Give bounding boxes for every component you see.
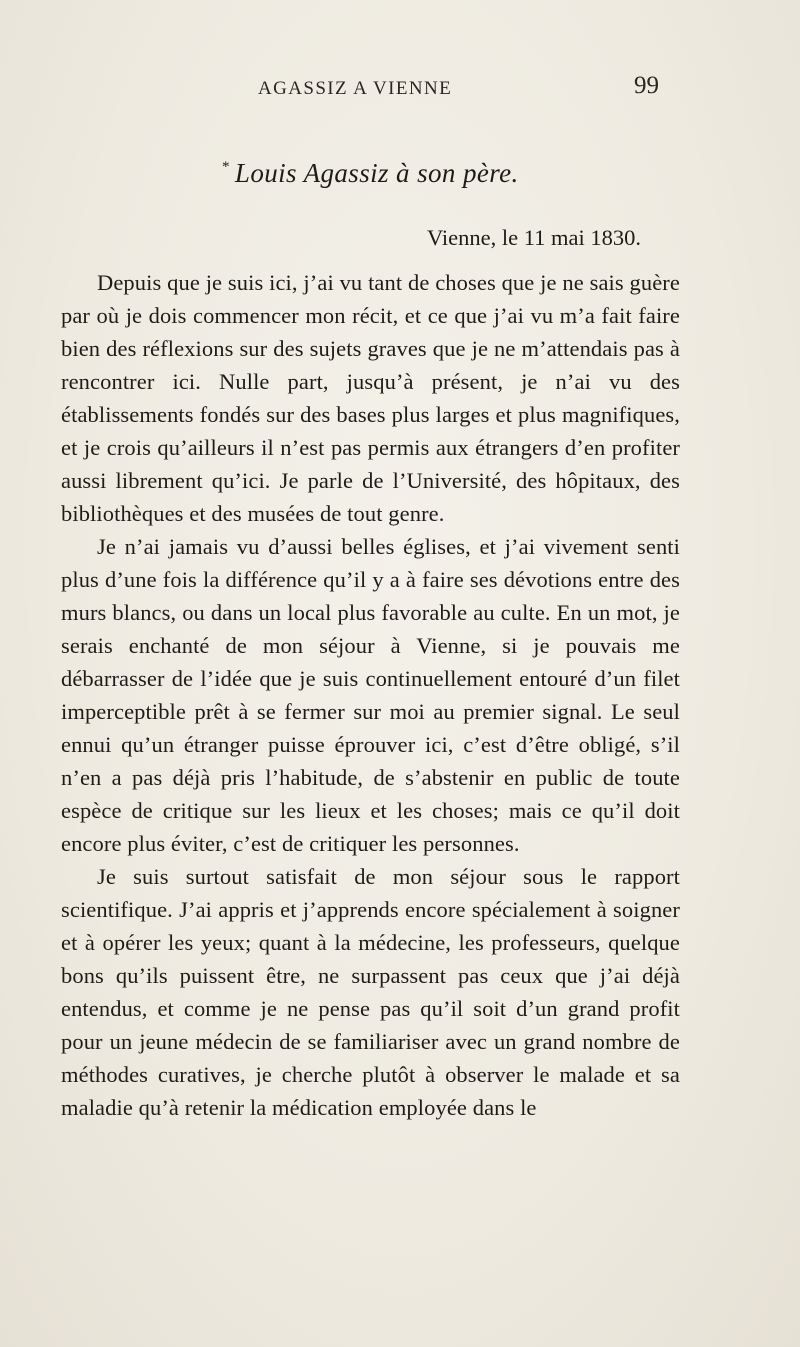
paragraph: Je suis surtout satisfait de mon séjour sous le rapport scientifique. J’ai appris et j’apprends encore spécialement à soigner et à opérer les yeux; quant à la médecine, les professeurs, quelque bons qu’ils puissent être, ne surpassent pas ceux que j’ai déjà entendus, et comme je ne pense pas qu’il soit d’un grand profit pour un jeune médecin de se familiariser avec un grand nombre de méthodes curatives, je cherche plutôt à observer le malade et sa maladie qu’à retenir la médication employée dans le [61, 864, 680, 1120]
letter-body [61, 266, 680, 1124]
running-title: AGASSIZ A VIENNE [258, 78, 453, 99]
dateline: Vienne, le 11 mai 1830. [427, 225, 642, 250]
letter-title-text: Louis Agassiz à son père. [234, 158, 519, 188]
paragraph: Je n’ai jamais vu d’aussi belles églises, et j’ai vivement senti plus d’une fois la différence qu’il y a à faire ses dévotions entre des murs blancs, ou dans un local plus favorable au culte. En un mot, je serais enchanté de mon séjour à Vienne, si je pouvais me débarrasser de l’idée que je suis continuellement entouré d’un filet imperceptible prêt à se fermer sur moi au premier signal. Le seul ennui qu’un étranger puisse éprouver ici, c’est d’être obligé, s’il n’en a pas déjà pris l’habitude, de s’abstenir en public de toute espèce de critique sur les lieux et les choses; mais ce qu’il doit encore plus éviter, c’est de critiquer les personnes. [61, 534, 680, 856]
page-number: 99 [634, 72, 659, 99]
footnote-marker: * [222, 159, 230, 175]
letter-title [222, 158, 519, 189]
paragraph: Depuis que je suis ici, j’ai vu tant de choses que je ne sais guère par où je dois commencer mon récit, et ce que j’ai vu m’a fait faire bien des réflexions sur des sujets graves que je ne m’attendais pas à rencontrer ici. Nulle part, jusqu’à présent, je n’ai vu des établissements fondés sur des bases plus larges et plus magnifiques, et je crois qu’ailleurs il n’est pas permis aux étrangers d’en profiter aussi librement qu’ici. Je parle de l’Université, des hôpitaux, des bibliothèques et des musées de tout genre. [61, 270, 680, 526]
